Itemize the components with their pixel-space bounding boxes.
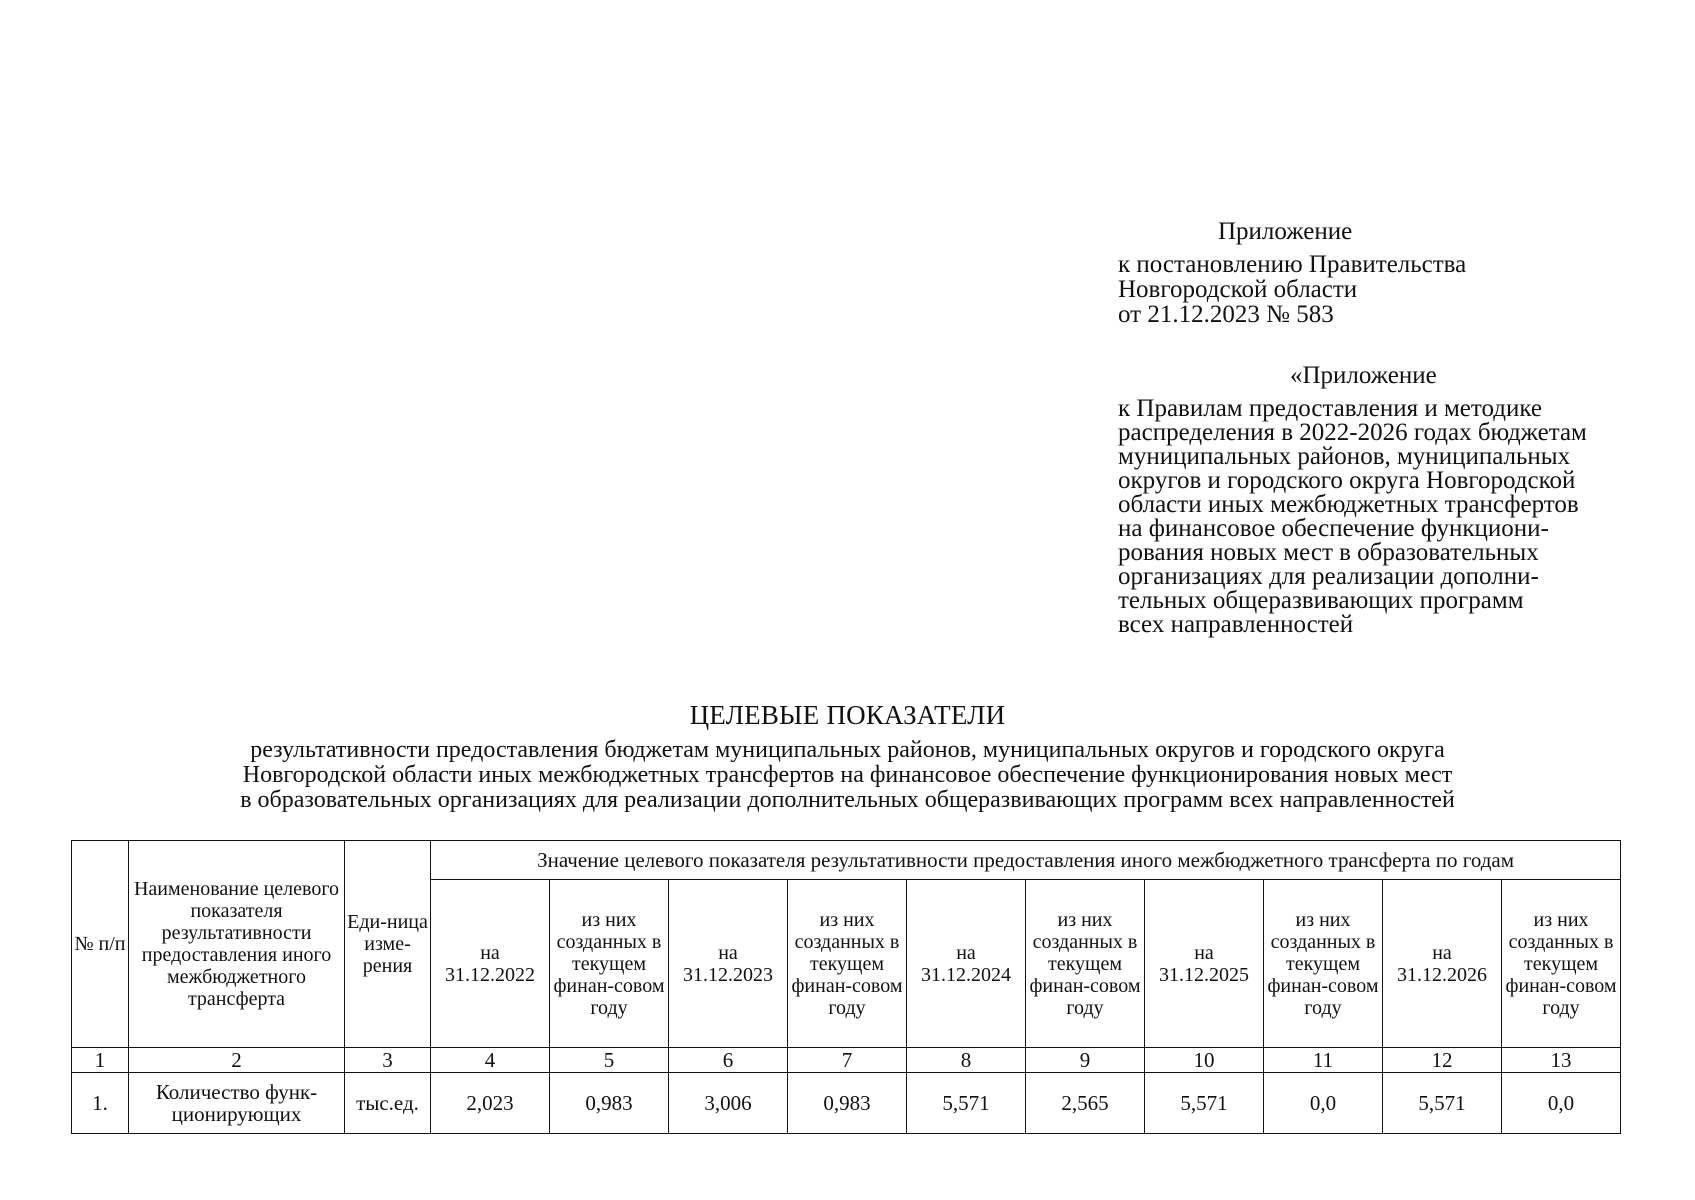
column-number: 3 <box>345 1048 431 1073</box>
subtitle-line: в образовательных организациях для реализации дополнительных общеразвивающих программ всех направленностей <box>240 787 1455 813</box>
row-value: 0,0 <box>1264 1073 1383 1134</box>
row-value: 0,0 <box>1502 1073 1621 1134</box>
column-number: 13 <box>1502 1048 1621 1073</box>
rules-appendix-heading: «Приложение <box>1290 362 1437 389</box>
rules-line: к Правилам предоставления и методике <box>1118 395 1542 422</box>
header-year-col: на 31.12.2026 <box>1383 880 1502 1048</box>
header-created-col: из них созданных в текущем финан-совом году <box>788 880 907 1048</box>
row-num: 1. <box>72 1073 129 1134</box>
column-number: 10 <box>1145 1048 1264 1073</box>
row-unit: тыс.ед. <box>345 1073 431 1134</box>
document-subtitle <box>60 738 1635 813</box>
column-number: 11 <box>1264 1048 1383 1073</box>
appendix-line: от 21.12.2023 № 583 <box>1118 301 1334 328</box>
row-value: 2,565 <box>1026 1073 1145 1134</box>
appendix-reference <box>1118 252 1638 327</box>
header-created-col: из них созданных в текущем финан-совом году <box>550 880 669 1048</box>
rules-line: организациях для реализации дополни- <box>1118 563 1539 590</box>
row-value: 5,571 <box>1383 1073 1502 1134</box>
appendix-line: Новгородской области <box>1118 276 1358 303</box>
row-name: Количество функ-ционирующих <box>129 1073 345 1134</box>
row-value: 0,983 <box>788 1073 907 1134</box>
header-name: Наименование целевого показателя результативности предоставления иного межбюджетного трансферта <box>129 841 345 1048</box>
header-unit: Еди-ница изме-рения <box>345 841 431 1048</box>
column-numbers-row <box>72 1048 1621 1073</box>
rules-line: области иных межбюджетных трансфертов <box>1118 491 1579 518</box>
appendix-heading: Приложение <box>1218 218 1353 245</box>
document-title: ЦЕЛЕВЫЕ ПОКАЗАТЕЛИ <box>689 700 1006 730</box>
rules-line: рования новых мест в образовательных <box>1118 539 1539 566</box>
rules-line: тельных общеразвивающих программ <box>1118 587 1524 614</box>
column-number: 9 <box>1026 1048 1145 1073</box>
header-year-col: на 31.12.2025 <box>1145 880 1264 1048</box>
subtitle-line: Новгородской области иных межбюджетных трансфертов на финансовое обеспечение функционирования новых мест <box>242 762 1453 788</box>
subtitle-line: результативности предоставления бюджетам муниципальных районов, муниципальных округов и городского округа <box>250 737 1445 763</box>
header-created-col: из них созданных в текущем финан-совом году <box>1502 880 1621 1048</box>
rules-line: на финансовое обеспечение функциони- <box>1118 515 1549 542</box>
column-number: 1 <box>72 1048 129 1073</box>
column-number: 7 <box>788 1048 907 1073</box>
column-number: 6 <box>669 1048 788 1073</box>
rules-line: всех направленностей <box>1118 611 1354 638</box>
header-values-group: Значение целевого показателя результативности предоставления иного межбюджетного трансферта по годам <box>431 841 1621 880</box>
column-number: 4 <box>431 1048 550 1073</box>
column-number: 8 <box>907 1048 1026 1073</box>
rules-line: округов и городского округа Новгородской <box>1118 467 1576 494</box>
table-row <box>72 1073 1621 1134</box>
header-created-col: из них созданных в текущем финан-совом году <box>1026 880 1145 1048</box>
header-created-col: из них созданных в текущем финан-совом году <box>1264 880 1383 1048</box>
row-value: 0,983 <box>550 1073 669 1134</box>
indicators-table <box>71 840 1621 1134</box>
header-year-col: на 31.12.2024 <box>907 880 1026 1048</box>
rules-line: распределения в 2022-2026 годах бюджетам <box>1118 419 1587 446</box>
appendix-line: к постановлению Правительства <box>1118 251 1467 278</box>
row-value: 5,571 <box>1145 1073 1264 1134</box>
rules-line: муниципальных районов, муниципальных <box>1118 443 1571 470</box>
column-number: 12 <box>1383 1048 1502 1073</box>
row-value: 5,571 <box>907 1073 1026 1134</box>
column-number: 2 <box>129 1048 345 1073</box>
header-num: № п/п <box>72 841 129 1048</box>
header-year-col: на 31.12.2022 <box>431 880 550 1048</box>
row-value: 3,006 <box>669 1073 788 1134</box>
row-value: 2,023 <box>431 1073 550 1134</box>
rules-appendix-text <box>1118 397 1658 637</box>
header-year-col: на 31.12.2023 <box>669 880 788 1048</box>
column-number: 5 <box>550 1048 669 1073</box>
